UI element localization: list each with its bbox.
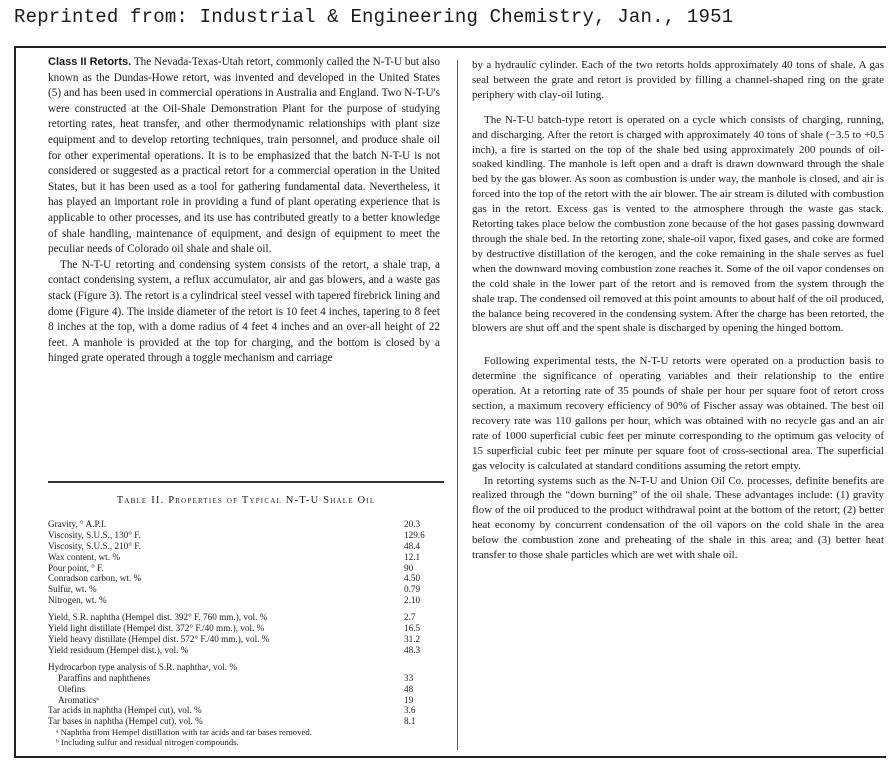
table-row-label: Viscosity, S.U.S., 130° F. (48, 529, 141, 540)
table-row-label: Yield heavy distillate (Hempel dist. 572° F./40 mm.), vol. % (48, 633, 270, 644)
table-row-value: 2.7 (404, 612, 416, 623)
footnote-a: ᵃ Naphtha from Hempel distillation with tar acids and tar bases removed. (56, 727, 312, 738)
column-divider (457, 60, 458, 750)
paragraph-down-burning: In retorting systems such as the N-T-U and Union Oil Co. processes, definite benefits are realized through the “down burning” of the oil shale. These advantages include: (1) gravity flow of the oil produced to the product withdrawal point at the bottom of the retort; (2) better heat economy by concurrent condensation of the oil vapors on the cold shale in the area below the combustion zone and preheating of the shale in this area; and (3) better heat transfer to those shale particles which are wet with shale oil. (472, 474, 884, 562)
left-column (48, 55, 440, 367)
table-subheading (48, 662, 444, 673)
table-row-label: Tar acids in naphtha (Hempel cut), vol. % (48, 705, 202, 716)
table-row (48, 573, 444, 584)
table-row-value: 3.6 (404, 705, 416, 716)
table-row-label: Conradson carbon, wt. % (48, 573, 142, 584)
paragraph-text: The Nevada-Texas-Utah retort, commonly called the N-T-U but also known as the Dundas-Howe retort, was invented and developed in the United States (5) and has been used in commercial operations in Australia and England. Two N-T-U's were constructed at the Oil-Shale Demonstration Plant for the purpose of studying retorting rates, heat transfer, and other thermodynamic relationships with plant size equipment and to develop retorting techniques, train personnel, and produce shale oil for other experimental operations. It is to be emphasized that the batch N-T-U is not considered or suggested as a practical retort for a commercial operation in the United States, but it has been used as a tool for gathering fundamental data. Nevertheless, it has played an important role in providing a fund of plant operating experience that is applicable to other processes, and its use has contributed greatly to a better knowledge of shale handling, maintenance of equipment, and design of equipment to meet the peculiar needs of Colorado oil shale and shale oil. (48, 56, 441, 256)
table-row-label: Olefins (58, 683, 86, 694)
table-row-value: 48.3 (404, 644, 421, 655)
paragraph-experimental-tests: Following experimental tests, the N-T-U retorts were operated on a production basis to determine the significance of operating variables and their relationship to the entire operation. At a retorting rate of 35 pounds of shale per hour per square foot of retort cross section, a maximum recovery efficiency of 90% of Fischer assay was obtained. The best oil recovery rate was 110 gallons per hour, which was obtained with no recycle gas and an air rate of 1000 superficial cubic feet per minute corresponding to the optimum gas velocity of 15 superficial cubic feet per minute per square foot of cross-sectional area. The superficial gas velocity is calculated at standard conditions assuming the retort empty. (472, 355, 884, 472)
tar-rows (48, 705, 444, 727)
table-row (48, 705, 444, 716)
table-row (48, 623, 444, 634)
table-row (48, 612, 444, 623)
table-row-label: Aromaticsᵇ (58, 694, 100, 705)
table-row-value: 20.3 (404, 518, 421, 529)
table-row-label: Sulfur, wt. % (48, 584, 97, 595)
hydrocarbon-rows (48, 673, 444, 706)
table-row (48, 634, 444, 645)
table-row (48, 541, 444, 552)
table-title: Table II. Properties of Typical N-T-U Shale Oil (116, 495, 376, 506)
table-row (48, 552, 444, 563)
footnote-b: ᵇ Including sulfur and residual nitrogen compounds. (56, 737, 239, 748)
table-row (48, 716, 444, 727)
table-group-yields (48, 612, 444, 656)
table-row-value: 31.2 (404, 633, 421, 644)
table-row-value: 19 (404, 694, 414, 705)
section-lead-heading: Class II Retorts. (48, 56, 132, 68)
table-row-label: Tar bases in naphtha (Hempel cut), vol. % (48, 716, 203, 727)
table-row-value: 48.4 (404, 540, 421, 551)
paragraph-batch-cycle: The N-T-U batch-type retort is operated on a cycle which consists of charging, running, and discharging. After the retort is charged with approximately 40 tons of shale (−3.5 to +0.5 inch), a fire is started on the top of the shale bed using approximately 200 pounds of oil-soaked kindling. The manhole is left open and a draft is drawn downward through the shale bed by the gas blower. As soon as combustion is under way, the manhole is closed, and air is forced into the top of the retort with the air blower. The air stream is diluted with combustion gas in the retort. Excess gas is vented to the atmosphere through the waste gas stack. Retorting takes place below the combustion zone because of the hot gases passing downward through the shale bed. In the retorting zone, shale-oil vapor, fixed gases, and coke are formed by destructive distillation of the kerogen, and the coke remaining in the shale serves as fuel when the downward moving combustion zone reaches it. Some of the oil vapor condenses on the cold shale in the lower part of the retort and is removed from the system through the shale trap. The condensed oil removed at this point amounts to about half of the oil produced, the balance being recovered in the condensing system. After the charge has been retorted, the blowers are shut off and the spent shale is discharged by opening the hinged bottom. (472, 113, 884, 335)
paragraph-system: The N-T-U retorting and condensing system consists of the retort, a shale trap, a contact condensing system, a reflux accumulator, air and gas blowers, and a waste gas stack (Figure 3). The retort is a cylindrical steel vessel with tapered firebrick lining and dome (Figure 4). The inside diameter of the retort is 10 feet 4 inches, tapering to 8 feet 8 inches at the top, with a dome radius of 4 feet 4 inches and an over-all height of 22 feet. A manhole is provided at the top for charging, and the bottom is closed by a hinged grate operated through a toggle mechanism and carriage (48, 258, 440, 365)
table-row-label: Yield, S.R. naphtha (Hempel dist. 392° F. 760 mm.), vol. % (48, 612, 268, 623)
hydrocarbon-heading: Hydrocarbon type analysis of S.R. naphthaᵃ, vol. % (48, 661, 238, 672)
table-row (48, 563, 444, 574)
table-row-label: Pour point, ° F. (48, 562, 104, 573)
table-row-value: 16.5 (404, 623, 421, 634)
table-row-label: Viscosity, S.U.S., 210° F. (48, 540, 141, 551)
table-top-rule (48, 481, 444, 483)
table-row (48, 673, 444, 684)
table-row-label: Yield light distillate (Hempel dist. 372° F./40 mm.), vol. % (48, 623, 265, 634)
paragraph-class-ii-retorts (48, 55, 440, 258)
table-row (48, 530, 444, 541)
table-row-value: 33 (404, 672, 414, 683)
table-row-value: 48 (404, 683, 414, 694)
table-row (48, 595, 444, 606)
properties-table (48, 496, 444, 747)
table-row (48, 584, 444, 595)
table-row-label: Gravity, ° A.P.I. (48, 518, 107, 529)
table-row-label: Paraffins and naphthenes (58, 672, 151, 683)
table-row-value: 2.10 (404, 595, 421, 606)
table-row-value: 0.79 (404, 584, 421, 595)
table-row-label: Yield residuum (Hempel dist.), vol. % (48, 644, 189, 655)
right-column (472, 58, 884, 563)
table-row-value: 12.1 (404, 551, 421, 562)
table-group-hydrocarbon (48, 662, 444, 727)
reprint-header: Reprinted from: Industrial & Engineering Chemistry, Jan., 1951 (14, 6, 734, 28)
table-row (48, 684, 444, 695)
table-row-value: 8.1 (404, 716, 416, 727)
table-row (48, 519, 444, 530)
table-row-value: 129.6 (404, 529, 425, 540)
table-row (48, 695, 444, 706)
table-row-label: Wax content, wt. % (48, 551, 120, 562)
table-row-label: Nitrogen, wt. % (48, 595, 107, 606)
table-row (48, 645, 444, 656)
table-group-physical (48, 519, 444, 606)
table-row-value: 90 (404, 562, 414, 573)
table-row-value: 4.50 (404, 573, 421, 584)
paragraph-continued: by a hydraulic cylinder. Each of the two retorts holds approximately 40 tons of shale. A gas seal between the grate and retort is provided by filling a channel-shaped ring on the grate periphery with clay-oil luting. (472, 59, 884, 101)
